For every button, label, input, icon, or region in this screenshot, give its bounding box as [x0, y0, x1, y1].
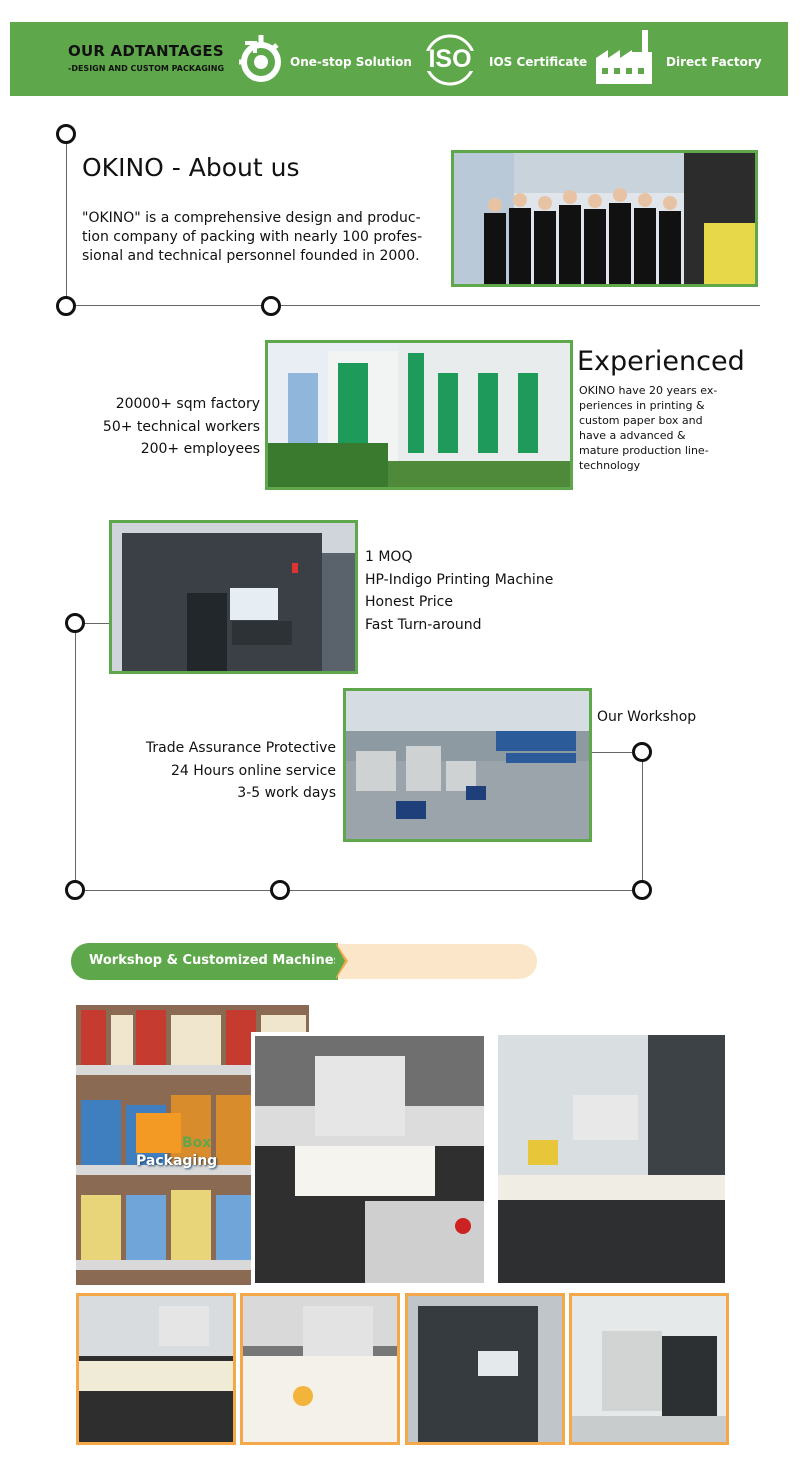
timeline-node	[65, 613, 85, 633]
packaging-logo-word: Packaging	[136, 1153, 218, 1169]
hp-indigo-machine-photo	[109, 520, 358, 674]
factory-stat: 20000+ sqm factory	[115, 396, 260, 412]
timeline-node	[65, 880, 85, 900]
timeline-line-right	[642, 760, 643, 882]
timeline-node	[56, 296, 76, 316]
section-bar	[71, 943, 342, 980]
about-line: tion company of packing with nearly 100 profes-	[82, 229, 423, 245]
machine-feature: Fast Turn-around	[365, 616, 482, 633]
timeline-line-horizontal	[66, 305, 760, 306]
about-line: "OKINO" is a comprehensive design and produc-	[82, 210, 421, 226]
our-workshop-label: Our Workshop	[597, 709, 697, 725]
machine-feature: HP-Indigo Printing Machine	[365, 571, 554, 588]
workshop-services	[86, 737, 336, 805]
label-printer-photo	[76, 1293, 236, 1445]
experienced-heading: Experienced	[577, 346, 745, 377]
factory-icon	[594, 28, 656, 86]
team-photo	[451, 150, 758, 287]
factory-stat: 50+ technical workers	[102, 418, 260, 435]
timeline-node	[632, 880, 652, 900]
iso-badge-text: ISO	[428, 45, 472, 73]
factory-building-photo	[265, 340, 573, 490]
print-room-photo	[569, 1293, 729, 1445]
workshop-service: Trade Assurance Protective	[145, 740, 336, 756]
cutting-machine-photo	[251, 1032, 488, 1287]
desc-line: OKINO have 20 years ex-	[579, 384, 718, 397]
one-stop-solution-label: One-stop Solution	[290, 55, 412, 69]
timeline-node	[261, 296, 281, 316]
banner-subtitle: -DESIGN AND CUSTOM PACKAGING	[68, 64, 225, 73]
ios-certificate-label: IOS Certificate	[489, 55, 588, 69]
timeline-line-about	[66, 143, 67, 303]
timeline-connector	[85, 623, 112, 624]
workshop-photo	[343, 688, 592, 842]
section-bar-label: Workshop & Customized Machines	[89, 953, 342, 968]
banner-title: OUR ADTANTAGES	[68, 42, 224, 60]
workshop-service: 3-5 work days	[237, 785, 336, 801]
machine-features	[365, 546, 553, 636]
workshop-service: 24 Hours online service	[170, 762, 336, 779]
desc-line: periences in printing &	[579, 399, 705, 412]
desc-line: custom paper box and	[579, 414, 703, 427]
advantages-banner	[10, 22, 788, 96]
machine-feature: 1 MOQ	[365, 549, 413, 565]
factory-stat: 200+ employees	[140, 441, 260, 457]
iso-badge-icon	[419, 33, 481, 87]
about-title: OKINO - About us	[82, 153, 300, 182]
timeline-node	[270, 880, 290, 900]
timeline-line-left	[75, 632, 76, 882]
timeline-line-bottom	[75, 890, 642, 891]
experienced-description	[579, 383, 717, 473]
about-description	[82, 209, 422, 266]
box-logo-word: Box	[182, 1135, 212, 1151]
desc-line: have a advanced &	[579, 429, 686, 442]
about-line: sional and technical personnel founded in 2000.	[82, 248, 420, 264]
desc-line: technology	[579, 459, 641, 472]
indigo-press-photo	[405, 1293, 565, 1445]
section-bar-arrow-inner	[335, 943, 345, 979]
machine-feature: Honest Price	[365, 594, 453, 610]
direct-factory-label: Direct Factory	[666, 55, 762, 69]
factory-stats	[60, 393, 260, 461]
desc-line: mature production line-	[579, 444, 709, 457]
gear-refresh-icon	[233, 31, 289, 87]
timeline-node	[56, 124, 76, 144]
timeline-node	[632, 742, 652, 762]
digital-printer-photo	[498, 1035, 725, 1283]
timeline-connector	[592, 752, 632, 753]
cutter-closeup-photo	[240, 1293, 400, 1445]
